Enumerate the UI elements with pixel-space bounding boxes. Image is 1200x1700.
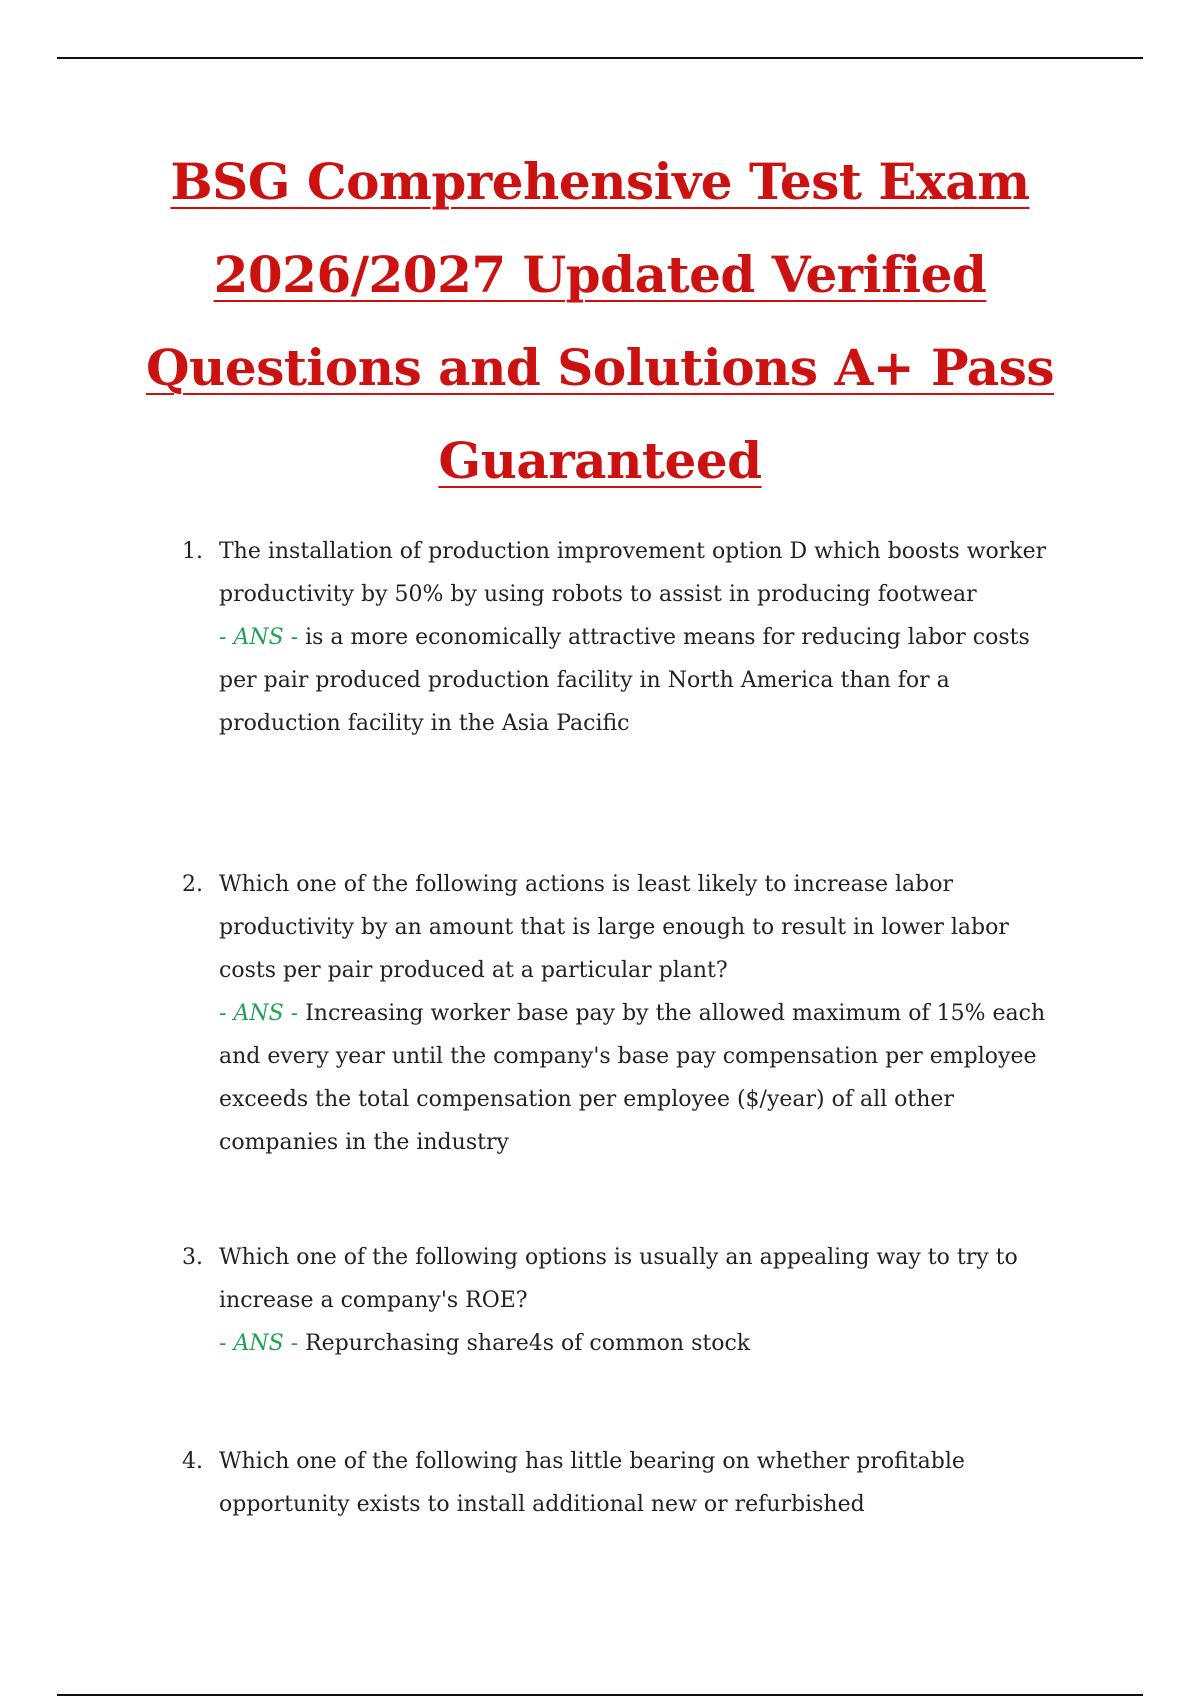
answer-marker: - ANS - (219, 1331, 299, 1356)
answer-text (219, 616, 1059, 745)
answer-marker: - ANS - (219, 625, 299, 650)
question-body (219, 863, 1059, 1164)
answer-text (219, 992, 1059, 1164)
answer-content: is a more economically attractive means for reducing labor costs per pair produced production facility in North America than for a production facility in the Asia Pacific (219, 625, 1030, 736)
answer-content: Increasing worker base pay by the allowed maximum of 15% each and every year until the company's base pay compensation per employee exceeds the total compensation per employee ($/year) of all other companies in the industry (219, 1001, 1046, 1155)
question-body (219, 1236, 1059, 1365)
footer-rule (57, 1694, 1143, 1696)
question-text: Which one of the following has little bearing on whether profitable opportunity exists to install additional new or refurbished (219, 1449, 965, 1517)
answer-text (219, 1322, 1059, 1365)
question-number: 1. (182, 539, 203, 564)
question-body (219, 530, 1059, 745)
question-number: 2. (182, 872, 203, 897)
question-body (219, 1440, 1059, 1526)
question-number: 3. (182, 1245, 203, 1270)
header-rule (57, 57, 1143, 59)
question-text: Which one of the following actions is least likely to increase labor productivity by an amount that is large enough to result in lower labor costs per pair produced at a particular plant? (219, 872, 1009, 983)
answer-content: Repurchasing share4s of common stock (305, 1331, 751, 1356)
document-title: BSG Comprehensive Test Exam 2026/2027 Updated Verified Questions and Solutions A+ Pass Guaranteed (145, 152, 1055, 490)
question-text: Which one of the following options is usually an appealing way to try to increase a company's ROE? (219, 1245, 1018, 1313)
answer-marker: - ANS - (219, 1001, 299, 1026)
question-number: 4. (182, 1449, 203, 1474)
question-text: The installation of production improvement option D which boosts worker productivity by 50% by using robots to assist in producing footwear (219, 539, 1047, 607)
